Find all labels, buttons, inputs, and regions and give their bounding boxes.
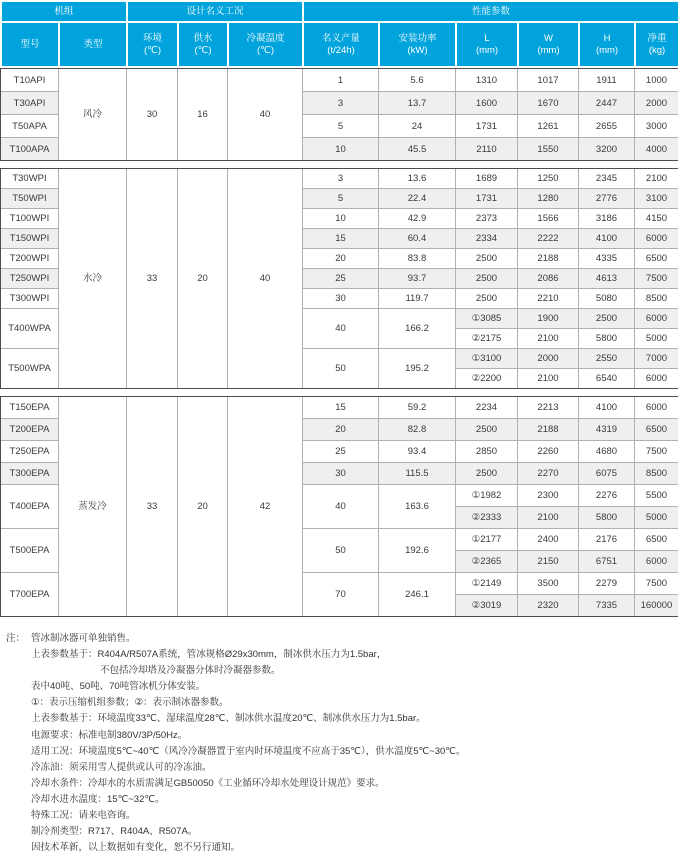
model-cell: T200WPI (1, 249, 59, 269)
note-line (0, 679, 678, 695)
note-text: ①：表示压缩机组参数；②：表示制冰器参数。 (31, 697, 229, 709)
power-cell: 13.7 (379, 92, 456, 115)
h-cell: 3200 (579, 138, 635, 161)
h-cell: 3186 (579, 209, 635, 229)
column-unit: (mm) (537, 44, 560, 56)
model-cell: T700EPA (1, 573, 59, 617)
w-cell: 2100 (518, 507, 579, 529)
power-cell: 42.9 (379, 209, 456, 229)
weight-cell: 6500 (635, 249, 678, 269)
w-cell: 2000 (518, 349, 579, 369)
l-cell: ①3085 (456, 309, 518, 329)
l-cell: ②2200 (456, 369, 518, 389)
w-cell: 2260 (518, 441, 579, 463)
h-cell: 4319 (579, 419, 635, 441)
column-header-2 (127, 22, 178, 67)
capacity-cell: 25 (303, 441, 379, 463)
w-cell: 2150 (518, 551, 579, 573)
h-cell: 6540 (579, 369, 635, 389)
w-cell: 2222 (518, 229, 579, 249)
power-cell: 60.4 (379, 229, 456, 249)
l-cell: 2500 (456, 269, 518, 289)
column-header-7 (456, 22, 518, 67)
note-text: 冷却水进水温度：15℃~32℃。 (31, 793, 165, 805)
model-cell: T500EPA (1, 529, 59, 573)
w-cell: 2100 (518, 329, 579, 349)
note-line (0, 840, 678, 856)
capacity-cell: 30 (303, 463, 379, 485)
l-cell: 2373 (456, 209, 518, 229)
column-label: W (544, 32, 553, 44)
note-text: 上表参数基于：环境温度33℃、湿球温度28℃、制冰供水温度20℃、制冰供水压力为1.5bar。 (31, 713, 426, 725)
supply-water-temp-cell: 16 (178, 69, 228, 161)
header-columns-row (1, 22, 678, 67)
type-cell: 蒸发冷 (59, 397, 127, 617)
note-text: 电源要求：标准电制380V/3P/50Hz。 (31, 729, 188, 741)
column-header-3 (178, 22, 228, 67)
capacity-cell: 30 (303, 289, 379, 309)
capacity-cell: 15 (303, 397, 379, 419)
l-cell: 2500 (456, 249, 518, 269)
capacity-cell: 5 (303, 189, 379, 209)
note-text: 不包括冷却塔及冷凝器分体时冷凝器参数。 (100, 665, 281, 677)
column-label: 环境 (143, 32, 163, 44)
note-line (0, 631, 678, 647)
column-unit: (℃) (144, 44, 162, 56)
power-cell: 83.8 (379, 249, 456, 269)
weight-cell: 1000 (635, 69, 678, 92)
w-cell: 2210 (518, 289, 579, 309)
note-line (0, 744, 678, 760)
capacity-cell: 15 (303, 229, 379, 249)
model-cell: T400WPA (1, 309, 59, 349)
l-cell: ①2177 (456, 529, 518, 551)
note-line (0, 728, 678, 744)
capacity-cell: 10 (303, 209, 379, 229)
l-cell: ②2365 (456, 551, 518, 573)
w-cell: 2100 (518, 369, 579, 389)
weight-cell: 3100 (635, 189, 678, 209)
column-header-0 (1, 22, 59, 67)
column-unit: (t/24h) (327, 44, 355, 56)
h-cell: 2500 (579, 309, 635, 329)
column-unit: (mm) (595, 44, 619, 56)
l-cell: 2500 (456, 289, 518, 309)
h-cell: 6751 (579, 551, 635, 573)
type-cell: 水冷 (59, 169, 127, 389)
l-cell: ①2149 (456, 573, 518, 595)
l-cell: 2850 (456, 441, 518, 463)
weight-cell: 7500 (635, 269, 678, 289)
condensing-temp-cell: 40 (228, 69, 303, 161)
h-cell: 5800 (579, 507, 635, 529)
column-header-5 (303, 22, 379, 67)
l-cell: 1689 (456, 169, 518, 189)
w-cell: 2213 (518, 397, 579, 419)
h-cell: 1911 (579, 69, 635, 92)
weight-cell: 5000 (635, 507, 678, 529)
l-cell: ②2333 (456, 507, 518, 529)
l-cell: ②3019 (456, 595, 518, 617)
weight-cell: 2000 (635, 92, 678, 115)
column-unit: (kg) (648, 44, 666, 56)
w-cell: 1900 (518, 309, 579, 329)
w-cell: 2320 (518, 595, 579, 617)
l-cell: 1600 (456, 92, 518, 115)
note-line (0, 647, 678, 663)
h-cell: 2279 (579, 573, 635, 595)
supply-water-temp-cell: 20 (178, 397, 228, 617)
l-cell: 2500 (456, 419, 518, 441)
h-cell: 5800 (579, 329, 635, 349)
h-cell: 4680 (579, 441, 635, 463)
l-cell: 1731 (456, 189, 518, 209)
column-label: 净重 (647, 32, 667, 44)
spec-table-body (0, 68, 678, 617)
model-cell: T150WPI (1, 229, 59, 249)
capacity-cell: 50 (303, 349, 379, 389)
capacity-cell: 20 (303, 249, 379, 269)
note-text: 冷冻油：须采用雪人提供或认可的冷冻油。 (31, 761, 212, 773)
l-cell: 2334 (456, 229, 518, 249)
condensing-temp-cell: 42 (228, 397, 303, 617)
note-line (0, 824, 678, 840)
capacity-cell: 20 (303, 419, 379, 441)
note-line (0, 792, 678, 808)
weight-cell: 5500 (635, 485, 678, 507)
weight-cell: 2100 (635, 169, 678, 189)
capacity-cell: 5 (303, 115, 379, 138)
column-label: 型号 (20, 38, 40, 50)
weight-cell: 7000 (635, 349, 678, 369)
model-cell: T150EPA (1, 397, 59, 419)
note-line (0, 695, 678, 711)
note-text: 因技术革新，以上数据如有变化，恕不另行通知。 (31, 842, 241, 854)
power-cell: 45.5 (379, 138, 456, 161)
model-cell: T250EPA (1, 441, 59, 463)
weight-cell: 4000 (635, 138, 678, 161)
h-cell: 4335 (579, 249, 635, 269)
power-cell: 24 (379, 115, 456, 138)
note-text: 管冰制冰器可单独销售。 (31, 633, 136, 644)
note-prefix-label: 注： (6, 633, 26, 644)
note-text: 制冷剂类型：R717、R404A、R507A。 (31, 826, 198, 838)
h-cell: 4613 (579, 269, 635, 289)
column-label: 安装功率 (398, 32, 437, 44)
h-cell: 5080 (579, 289, 635, 309)
note-line (0, 663, 678, 679)
power-cell: 166.2 (379, 309, 456, 349)
w-cell: 1550 (518, 138, 579, 161)
w-cell: 1280 (518, 189, 579, 209)
spec-block-1 (0, 68, 678, 161)
w-cell: 1017 (518, 69, 579, 92)
w-cell: 2188 (518, 419, 579, 441)
note-line (0, 711, 678, 727)
model-cell: T10API (1, 69, 59, 92)
column-header-9 (579, 22, 635, 67)
column-unit: (℃) (194, 44, 212, 56)
weight-cell: 5000 (635, 329, 678, 349)
w-cell: 1261 (518, 115, 579, 138)
ambient-temp-cell: 33 (127, 169, 178, 389)
spec-block-3 (0, 396, 678, 617)
spec-table-header (0, 0, 678, 68)
capacity-cell: 3 (303, 169, 379, 189)
column-label: L (484, 32, 490, 44)
model-cell: T30API (1, 92, 59, 115)
note-line (0, 760, 678, 776)
column-unit: (kW) (407, 44, 428, 56)
model-cell: T100APA (1, 138, 59, 161)
ambient-temp-cell: 30 (127, 69, 178, 161)
power-cell: 13.6 (379, 169, 456, 189)
power-cell: 115.5 (379, 463, 456, 485)
weight-cell: 4150 (635, 209, 678, 229)
capacity-cell: 1 (303, 69, 379, 92)
weight-cell: 8500 (635, 289, 678, 309)
h-cell: 2276 (579, 485, 635, 507)
power-cell: 195.2 (379, 349, 456, 389)
note-line (0, 776, 678, 792)
model-cell: T30WPI (1, 169, 59, 189)
weight-cell: 6000 (635, 229, 678, 249)
power-cell: 192.6 (379, 529, 456, 573)
w-cell: 1250 (518, 169, 579, 189)
header-group-unit: 机组 (1, 1, 127, 22)
weight-cell: 6000 (635, 309, 678, 329)
supply-water-temp-cell: 20 (178, 169, 228, 389)
weight-cell: 6500 (635, 419, 678, 441)
power-cell: 163.6 (379, 485, 456, 529)
power-cell: 22.4 (379, 189, 456, 209)
w-cell: 3500 (518, 573, 579, 595)
power-cell: 93.7 (379, 269, 456, 289)
column-label: 供水 (193, 32, 213, 44)
power-cell: 5.6 (379, 69, 456, 92)
column-label: 类型 (83, 38, 103, 50)
table-row (1, 397, 678, 419)
note-line (0, 808, 678, 824)
h-cell: 6075 (579, 463, 635, 485)
note-text: 冷却水条件：冷却水的水质需满足GB50050《工业循环冷却水处理设计规范》要求。 (31, 777, 385, 789)
h-cell: 2776 (579, 189, 635, 209)
capacity-cell: 70 (303, 573, 379, 617)
table-row (1, 69, 678, 92)
notes-section (0, 631, 678, 856)
capacity-cell: 40 (303, 309, 379, 349)
column-header-4 (228, 22, 303, 67)
l-cell: 1310 (456, 69, 518, 92)
spec-block-2 (0, 168, 678, 389)
column-label: 名义产量 (322, 32, 361, 44)
power-cell: 246.1 (379, 573, 456, 617)
weight-cell: 3000 (635, 115, 678, 138)
power-cell: 82.8 (379, 419, 456, 441)
note-text: 上表参数基于：R404A/R507A系统，管冰规格Ø29x30mm，制冰供水压力为1.5bar， (31, 649, 387, 661)
h-cell: 7335 (579, 595, 635, 617)
w-cell: 2400 (518, 529, 579, 551)
column-label: 冷凝温度 (246, 32, 285, 44)
model-cell: T400EPA (1, 485, 59, 529)
power-cell: 119.7 (379, 289, 456, 309)
model-cell: T250WPI (1, 269, 59, 289)
note-text: 特殊工况：请来电咨询。 (31, 810, 136, 822)
model-cell: T500WPA (1, 349, 59, 389)
column-header-8 (518, 22, 579, 67)
header-group-design-conditions: 设计名义工况 (127, 1, 303, 22)
column-header-6 (379, 22, 456, 67)
column-unit: (mm) (475, 44, 499, 56)
capacity-cell: 40 (303, 485, 379, 529)
model-cell: T100WPI (1, 209, 59, 229)
note-text: 适用工况：环境温度5℃~40℃（风冷冷凝器置于室内时环境温度不应高于35℃），供水温度5℃~30℃。 (31, 745, 466, 757)
l-cell: ②2175 (456, 329, 518, 349)
w-cell: 2188 (518, 249, 579, 269)
power-cell: 93.4 (379, 441, 456, 463)
capacity-cell: 3 (303, 92, 379, 115)
ambient-temp-cell: 33 (127, 397, 178, 617)
w-cell: 2086 (518, 269, 579, 289)
h-cell: 4100 (579, 229, 635, 249)
weight-cell: 7500 (635, 441, 678, 463)
l-cell: 2500 (456, 463, 518, 485)
l-cell: ①3100 (456, 349, 518, 369)
header-group-row (1, 1, 678, 22)
h-cell: 2176 (579, 529, 635, 551)
column-header-1 (59, 22, 127, 67)
table-row (1, 169, 678, 189)
h-cell: 2655 (579, 115, 635, 138)
l-cell: 1731 (456, 115, 518, 138)
w-cell: 1670 (518, 92, 579, 115)
w-cell: 1566 (518, 209, 579, 229)
weight-cell: 7500 (635, 573, 678, 595)
power-cell: 59.2 (379, 397, 456, 419)
column-label: H (603, 32, 611, 44)
type-cell: 风冷 (59, 69, 127, 161)
h-cell: 2345 (579, 169, 635, 189)
note-text: 表中40吨、50吨、70吨管冰机分体安装。 (31, 681, 206, 693)
model-cell: T300EPA (1, 463, 59, 485)
weight-cell: 6500 (635, 529, 678, 551)
column-unit: (℃) (257, 44, 275, 56)
capacity-cell: 50 (303, 529, 379, 573)
l-cell: 2110 (456, 138, 518, 161)
model-cell: T50APA (1, 115, 59, 138)
l-cell: 2234 (456, 397, 518, 419)
capacity-cell: 25 (303, 269, 379, 289)
weight-cell: 6000 (635, 551, 678, 573)
model-cell: T200EPA (1, 419, 59, 441)
capacity-cell: 10 (303, 138, 379, 161)
header-group-performance: 性能参数 (303, 1, 678, 22)
column-header-10 (635, 22, 678, 67)
weight-cell: 6000 (635, 369, 678, 389)
weight-cell: 160000 (635, 595, 678, 617)
w-cell: 2270 (518, 463, 579, 485)
model-cell: T300WPI (1, 289, 59, 309)
l-cell: ①1982 (456, 485, 518, 507)
condensing-temp-cell: 40 (228, 169, 303, 389)
h-cell: 2447 (579, 92, 635, 115)
h-cell: 2550 (579, 349, 635, 369)
w-cell: 2300 (518, 485, 579, 507)
weight-cell: 8500 (635, 463, 678, 485)
weight-cell: 6000 (635, 397, 678, 419)
h-cell: 4100 (579, 397, 635, 419)
model-cell: T50WPI (1, 189, 59, 209)
